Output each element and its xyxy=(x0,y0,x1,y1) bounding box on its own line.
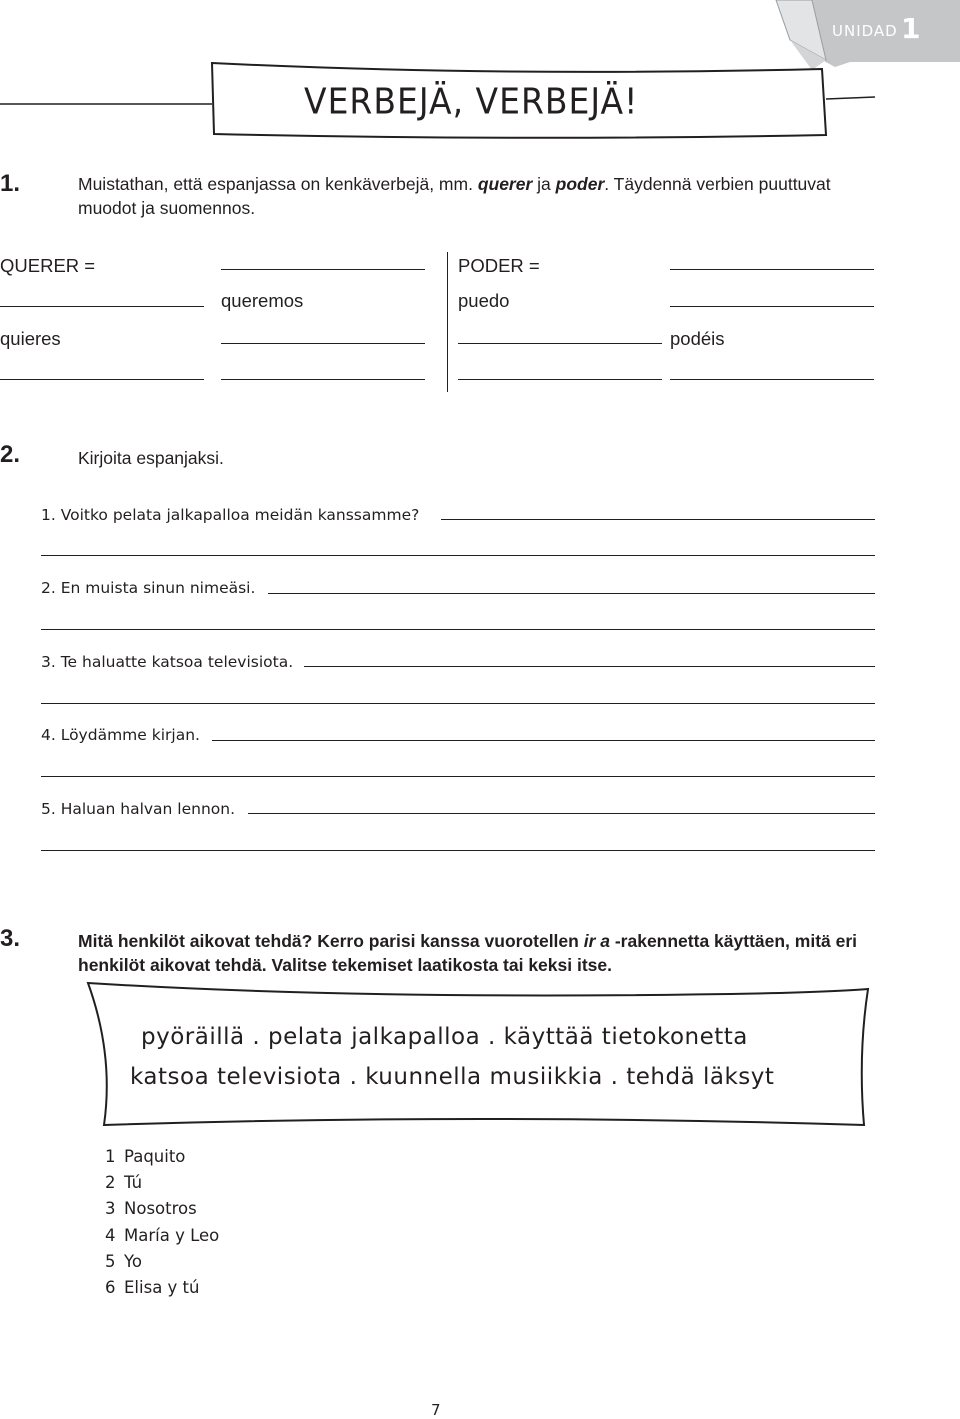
poder-blank-1[interactable] xyxy=(670,269,874,270)
page-title: VERBEJÄ, VERBEJÄ! xyxy=(304,80,639,123)
answer-line-2b[interactable] xyxy=(41,629,875,630)
answer-line-1a[interactable] xyxy=(441,519,875,520)
poder-blank-4[interactable] xyxy=(458,379,662,380)
answer-line-5b[interactable] xyxy=(41,850,875,851)
answer-line-5a[interactable] xyxy=(248,813,875,814)
person-item: 4 María y Leo xyxy=(105,1226,220,1245)
unit-number: 1 xyxy=(901,12,921,45)
poder-blank-3[interactable] xyxy=(458,343,662,344)
exercise-1-instruction: Muistathan, että espanjassa on kenkäverbejä, mm. querer ja poder. Täydennä verbien puuttuvat muodot ja suomennos. xyxy=(78,174,831,218)
answer-line-4b[interactable] xyxy=(41,776,875,777)
poder-blank-2[interactable] xyxy=(670,306,874,307)
answer-line-4a[interactable] xyxy=(212,740,875,741)
exercise-3-number: 3. xyxy=(0,925,21,952)
sentence-5: 5. Haluan halvan lennon. xyxy=(41,800,236,818)
poder-podeis: podéis xyxy=(670,328,725,349)
poder-puedo: puedo xyxy=(458,290,510,311)
querer-blank-2[interactable] xyxy=(0,306,204,307)
page-number: 7 xyxy=(431,1401,441,1419)
conjugation-divider xyxy=(447,252,448,392)
poder-blank-5[interactable] xyxy=(670,379,874,380)
exercise-2-number: 2. xyxy=(0,441,21,468)
person-item: 5 Yo xyxy=(105,1252,142,1271)
answer-line-3a[interactable] xyxy=(304,666,875,667)
person-item: 3 Nosotros xyxy=(105,1199,197,1218)
querer-heading: QUERER = xyxy=(0,255,96,276)
sentence-4: 4. Löydämme kirjan. xyxy=(41,726,200,744)
person-item: 1 Paquito xyxy=(105,1147,186,1166)
querer-blank-5[interactable] xyxy=(221,379,425,380)
activities-line-2: katsoa televisiota . kuunnella musiikkia . tehdä läksyt xyxy=(130,1064,775,1090)
querer-blank-1[interactable] xyxy=(221,269,425,270)
sentence-1: 1. Voitko pelata jalkapalloa meidän kanssamme? xyxy=(41,506,420,524)
querer-blank-3[interactable] xyxy=(221,343,425,344)
answer-line-2a[interactable] xyxy=(268,593,875,594)
answer-line-1b[interactable] xyxy=(41,555,875,556)
unit-label: UNIDAD xyxy=(832,22,898,40)
activities-box xyxy=(80,975,880,1135)
activities-line-1: pyöräillä . pelata jalkapalloa . käyttää tietokonetta xyxy=(141,1024,748,1050)
poder-heading: PODER = xyxy=(458,255,540,276)
sentence-3: 3. Te haluatte katsoa televisiota. xyxy=(41,653,294,671)
querer-blank-4[interactable] xyxy=(0,379,204,380)
querer-quieres: quieres xyxy=(0,328,61,349)
querer-queremos: queremos xyxy=(221,290,304,311)
answer-line-3b[interactable] xyxy=(41,703,875,704)
exercise-1-number: 1. xyxy=(0,170,21,197)
person-item: 2 Tú xyxy=(105,1173,143,1192)
exercise-2-instruction: Kirjoita espanjaksi. xyxy=(78,448,224,468)
sentence-2: 2. En muista sinun nimeäsi. xyxy=(41,579,256,597)
exercise-3-instruction: Mitä henkilöt aikovat tehdä? Kerro parisi kanssa vuorotellen ir a -rakennetta käyttäen, mitä eri henkilöt aikovat tehdä. Valitse tekemiset laatikosta tai keksi itse. xyxy=(78,931,858,975)
person-item: 6 Elisa y tú xyxy=(105,1278,200,1297)
